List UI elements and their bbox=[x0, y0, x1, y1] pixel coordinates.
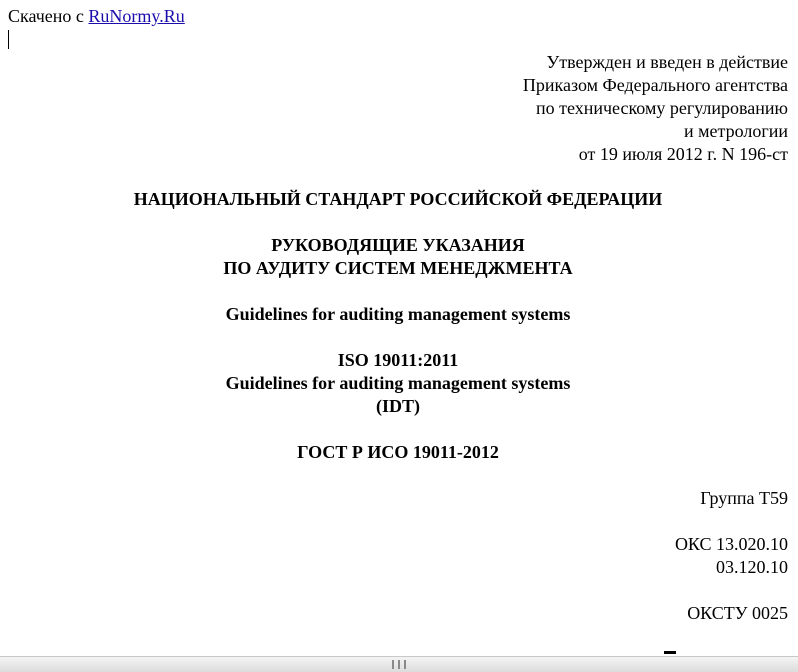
approval-line-3: по техническому регулированию bbox=[535, 98, 788, 118]
group-code: Группа Т59 bbox=[700, 488, 788, 508]
source-prefix: Скачено с bbox=[8, 6, 84, 26]
text-caret bbox=[8, 30, 9, 49]
source-link[interactable]: RuNormy.Ru bbox=[88, 6, 185, 26]
iso-equivalence: (IDT) bbox=[376, 396, 420, 416]
cut-off-text-fragment bbox=[664, 651, 676, 654]
approval-line-2: Приказом Федерального агентства bbox=[522, 75, 788, 95]
approval-line-5: от 19 июля 2012 г. N 196-ст bbox=[578, 144, 788, 164]
scrollbar-grip-icon[interactable] bbox=[392, 660, 406, 669]
gost-number: ГОСТ Р ИСО 19011-2012 bbox=[297, 442, 499, 462]
english-title: Guidelines for auditing management systems bbox=[225, 304, 571, 324]
iso-title: Guidelines for auditing management systems bbox=[225, 373, 571, 393]
oks-code-2: 03.120.10 bbox=[716, 557, 788, 577]
standard-name-line-2: ПО АУДИТУ СИСТЕМ МЕНЕДЖМЕНТА bbox=[223, 258, 573, 278]
iso-number: ISO 19011:2011 bbox=[337, 350, 459, 370]
standard-name-line-1: РУКОВОДЯЩИЕ УКАЗАНИЯ bbox=[271, 235, 525, 255]
okstu-code: ОКСТУ 0025 bbox=[687, 603, 788, 623]
approval-line-1: Утвержден и введен в действие bbox=[546, 52, 788, 72]
standard-heading: НАЦИОНАЛЬНЫЙ СТАНДАРТ РОССИЙСКОЙ ФЕДЕРАЦИИ bbox=[133, 189, 663, 209]
oks-code-1: ОКС 13.020.10 bbox=[674, 534, 788, 554]
source-line bbox=[8, 5, 185, 28]
horizontal-scrollbar[interactable] bbox=[0, 656, 798, 672]
approval-line-4: и метрологии bbox=[684, 121, 788, 141]
